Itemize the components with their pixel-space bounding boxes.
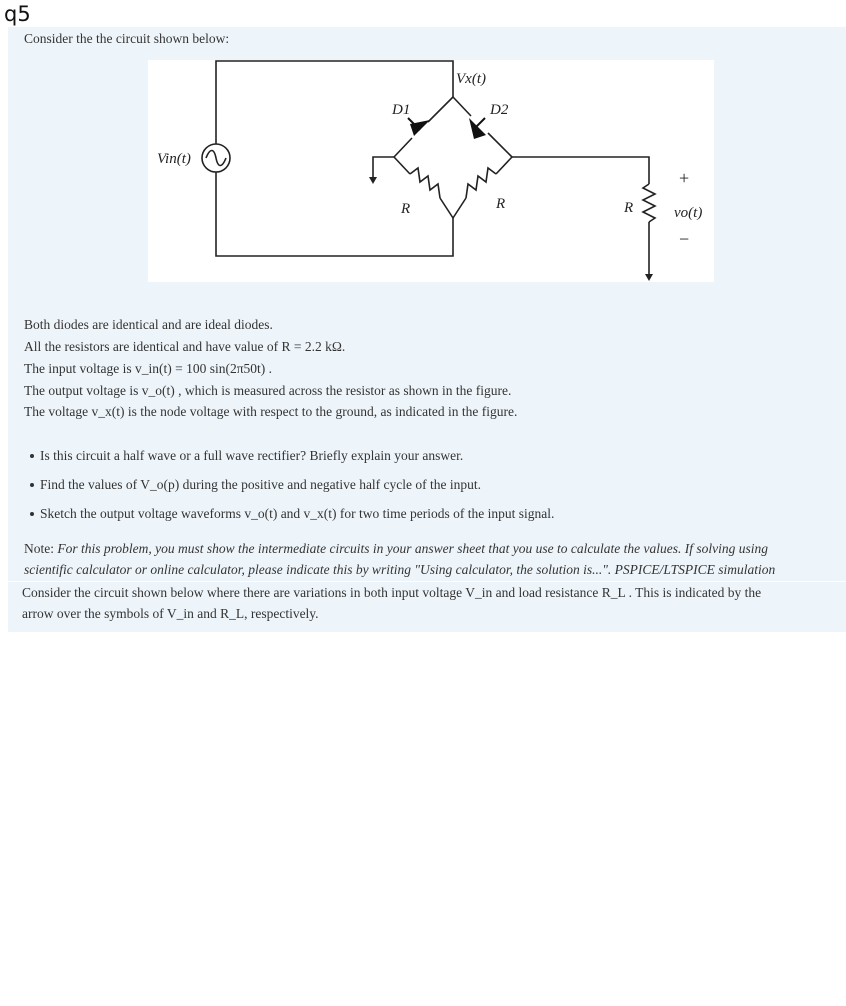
page-title: q5 <box>4 2 31 26</box>
r2-wire-b <box>453 198 466 218</box>
fact-node-voltage: The voltage v_x(t) is the node voltage with respect to the ground, as indicated in the figure. <box>24 404 518 419</box>
bottom-wire <box>216 172 453 256</box>
next-question-text-continued: arrow over the symbols of V_in and R_L, respectively. <box>22 606 319 621</box>
ground-arrow-right <box>645 274 653 281</box>
d2-wire-a <box>453 97 471 116</box>
circuit-diagram <box>148 60 714 282</box>
bullet-dot <box>30 483 34 487</box>
source-label: Vin(t) <box>157 151 191 167</box>
node-label: Vx(t) <box>456 71 486 87</box>
circuit-figure <box>148 60 714 282</box>
d1-wire-a <box>428 97 453 122</box>
note-line <box>24 540 768 557</box>
fact-output-voltage: The output voltage is v_o(t) , which is measured across the resistor as shown in the figure. <box>24 383 512 398</box>
next-question-text: Consider the circuit shown below where there are variations in both input voltage V_in and load resistance R_L . This is indicated by the <box>22 585 762 600</box>
diode-d2-body <box>469 118 486 139</box>
diode1-label: D1 <box>392 102 411 118</box>
ground-wire <box>373 157 394 177</box>
load-top-wire <box>512 157 649 184</box>
bullet-dot <box>30 512 34 516</box>
resistor2-label: R <box>496 196 506 212</box>
note-text-continued: scientific calculator or online calculator, please indicate this by writing "Using calculator, the solution is...". PSPICE/LTSPICE simulation <box>24 562 776 577</box>
note-text: For this problem, you must show the intermediate circuits in your answer sheet that you use to calculate the values. If solving using <box>57 541 769 556</box>
note-label: Note: <box>24 541 54 556</box>
plus-sign: + <box>679 168 690 188</box>
load-label: R <box>624 200 634 216</box>
output-label: vo(t) <box>674 205 703 221</box>
section-divider <box>8 581 846 582</box>
r2-wire-a <box>496 157 512 174</box>
fact-input-voltage: The input voltage is v_in(t) = 100 sin(2π50t) . <box>24 361 273 376</box>
ac-source-wave <box>206 151 226 166</box>
task-item: Is this circuit a half wave or a full wave rectifier? Briefly explain your answer. <box>40 448 464 463</box>
load-zigzag <box>643 184 655 222</box>
r2-zigzag <box>466 168 496 198</box>
task-item: Sketch the output voltage waveforms v_o(t) and v_x(t) for two time periods of the input signal. <box>40 506 555 521</box>
d2-wire-b <box>488 133 512 157</box>
d1-wire-b <box>394 138 412 157</box>
bullet-dot <box>30 454 34 458</box>
resistor1-label: R <box>401 201 411 217</box>
r1-wire-b <box>440 198 453 218</box>
minus-sign: − <box>679 229 690 249</box>
task-item: Find the values of V_o(p) during the positive and negative half cycle of the input. <box>40 477 482 492</box>
diode2-label: D2 <box>490 102 509 118</box>
r1-zigzag <box>410 168 440 198</box>
r1-wire-a <box>394 157 410 174</box>
ground-arrow-left <box>369 177 377 184</box>
question-panel <box>8 27 846 632</box>
intro-text: Consider the the circuit shown below: <box>24 31 230 46</box>
fact-resistors: All the resistors are identical and have value of R = 2.2 kΩ. <box>24 339 346 354</box>
fact-diodes: Both diodes are identical and are ideal diodes. <box>24 317 273 332</box>
